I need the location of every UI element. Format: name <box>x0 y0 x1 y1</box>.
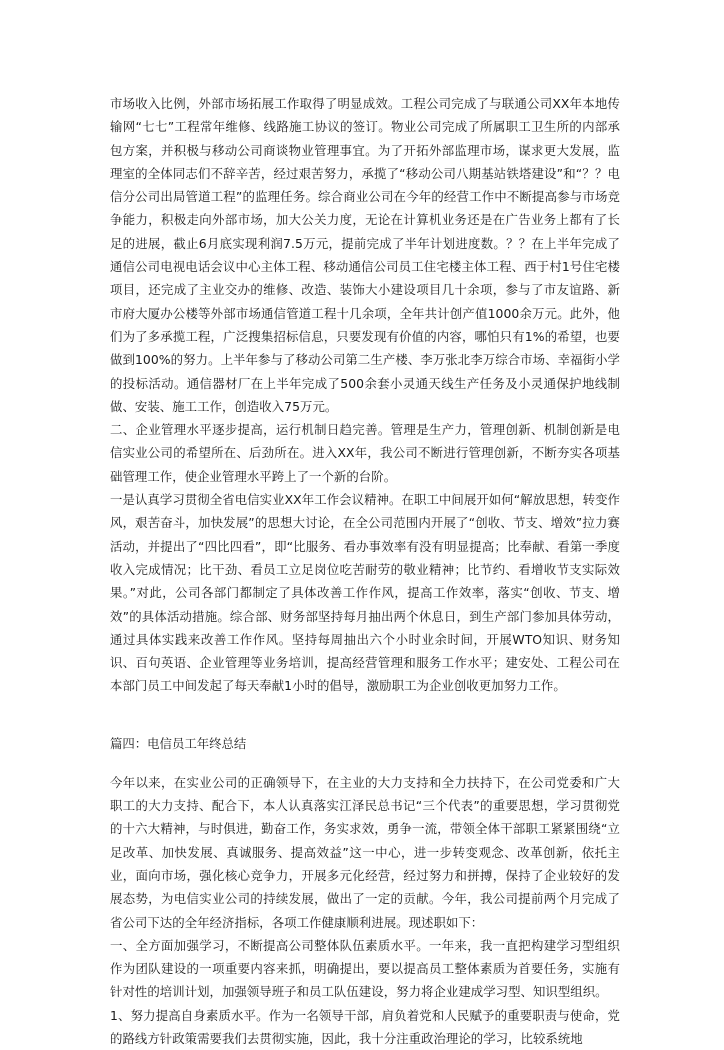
paragraph-study-meeting-spirit: 一是认真学习贯彻全省电信实业XX年工作会议精神。在职工中间展开如何“解放思想，转变作风，艰苦奋斗，加快发展”的思想大讨论，在全公司范围内开展了“创收、节支、增效”拉力赛活动，并提出了“四比四看”，即“比服务、看办事效率有没有明显提高；比奉献、看第一季度收入完成情况；比干劲、看员工立足岗位吃苦耐劳的敬业精神；比节约、看增收节支实际效果。”对此，公司各部门都制定了具体改善工作作风，提高工作效率，落实“创收、节支、增效”的具体活动措施。综合部、财务部坚持每月抽出两个休息日，到生产部门参加具体劳动，通过具体实践来改善工作作风。坚持每周抽出六个小时业余时间，开展WTO知识、财务知识、百句英语、企业管理等业务培训，提高经营管理和服务工作水平；建安处、工程公司在本部门员工中间发起了每天奉献1小时的倡导，激励职工为企业创收更加努力工作。 <box>110 492 620 694</box>
paragraph-external-market-results: 市场收入比例，外部市场拓展工作取得了明显成效。工程公司完成了与联通公司XX年本地传输网“七七”工程常年维修、线路施工协议的签订。物业公司完成了所属职工卫生所的内部承包方案，并积极与移动公司商谈物业管理事宜。为了开拓外部监理市场，谋求更大发展，监理室的全体同志们不辞辛苦，经过艰苦努力，承揽了“移动公司八期基站铁塔建设”和“？？电信分公司出局管道工程”的监理任务。综合商业公司在今年的经营工作中不断提高参与市场竞争能力，积极走向外部市场，加大公关力度，无论在计算机业务还是在广告业务上都有了长足的进展，截止6月底实现利润7.5万元，提前完成了半年计划进度数。？？在上半年完成了通信公司电视电话会议中心主体工程、移动通信公司员工住宅楼主体工程、西于村1号住宅楼项目，还完成了主业交办的维修、改造、装饰大小建设项目几十余项，参与了市友谊路、新市府大厦办公楼等外部市场通信管道工程十几余项，全年共计创产值1000余万元。此外，他们为了多承揽工程，广泛搜集招标信息，只要发现有价值的内容，哪怕只有1%的希望，也要做到100%的努力。上半年参与了移动公司第二生产楼、李万张北李万综合市场、幸福街小学的投标活动。通信器材厂在上半年完成了500余套小灵通天线生产任务及小灵通保护地线制做、安装、施工工作，创造收入75万元。 <box>110 96 620 414</box>
paragraph-strengthen-learning: 一、全方面加强学习，不断提高公司整体队伍素质水平。一年来，我一直把构建学习型组织作为团队建设的一项重要内容来抓，明确提出，要以提高员工整体素质为首要任务，实施有针对性的培训计划，加强领导班子和员工队伍建设，努力将企业建成学习型、知识型组织。 <box>110 937 620 1000</box>
title-spacer <box>110 755 620 771</box>
paragraph-year-overview: 今年以来，在实业公司的正确领导下，在主业的大力支持和全力扶持下，在公司党委和广大职工的大力支持、配合下，本人认真落实江泽民总书记“三个代表”的重要思想，学习贯彻党的十六大精神，与时俱进，勤奋工作，务实求效，勇争一流，带领全体干部职工紧紧围绕“立足改革、加快发展、真诚服务、提高效益”这一中心，进一步转变观念、改革创新，依托主业，面向市场，强化核心竞争力，开展多元化经营，经过努力和拼搏，保持了企业较好的发展态势，为电信实业公司的持续发展，做出了一定的贡献。今年，我公司提前两个月完成了省公司下达的全年经济指标，各项工作健康顺利进展。现述职如下： <box>110 774 620 930</box>
document-page <box>110 92 620 1050</box>
paragraph-self-improvement: 1、努力提高自身素质水平。作为一名领导干部，肩负着党和人民赋予的重要职责与使命，党的路线方针政策需要我们去贯彻实施，因此，我十分注重政治理论的学习，比较系统地 <box>110 1007 620 1046</box>
section-spacer <box>110 698 620 732</box>
paragraph-management-improvement: 二、企业管理水平逐步提高，运行机制日趋完善。管理是生产力，管理创新、机制创新是电信实业公司的希望所在、后劲所在。进入XX年，我公司不断进行管理创新，不断夯实各项基础管理工作，使企业管理水平跨上了一个新的台阶。 <box>110 422 620 484</box>
section-four-title: 篇四：电信员工年终总结 <box>110 735 247 751</box>
